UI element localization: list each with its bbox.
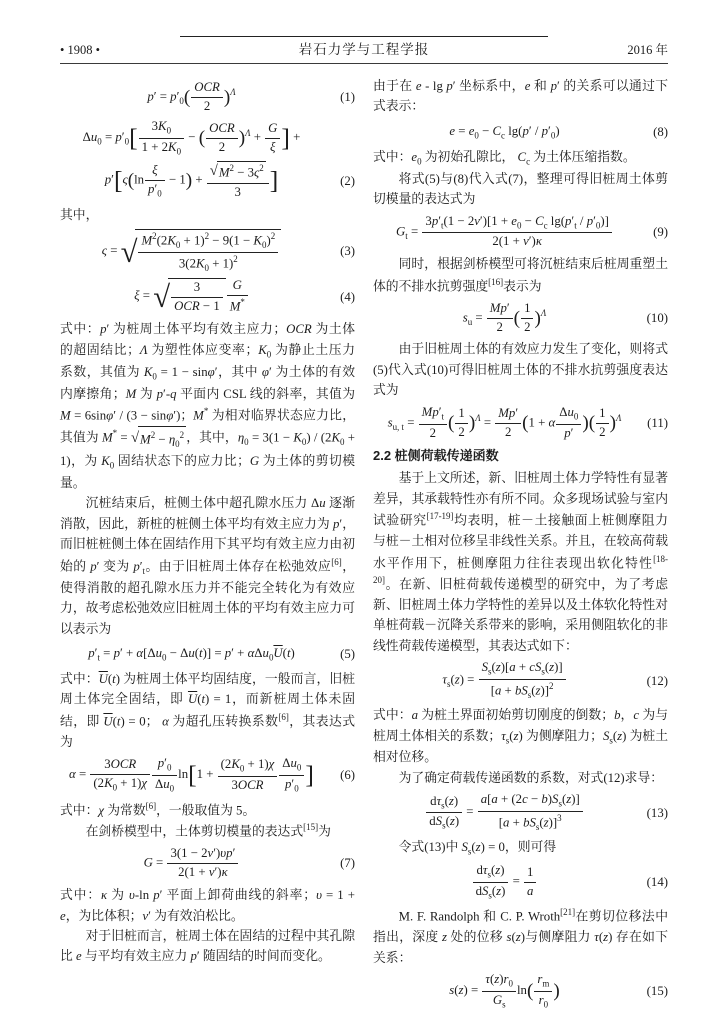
equation-8-body: $e = e_0 - C_c$ $\lg(p' / p'_0)$ [449,123,560,141]
equation-4-number: (4) [340,289,355,304]
equation-3 [60,229,355,274]
paragraph-symbol-definitions-2: 式中：$\overline{U}(t)$ 为桩周土体平均固结度，一般而言，旧桩周土体完全固结，即 $\overline{U}(t) = 1$，而新桩周土体未固结，即 $\overline{U}(t) = 0$； α 为超孔压转换系数[6]，其表达式为 [60,672,356,749]
equation-4 [60,278,355,315]
right-column [373,76,668,1015]
paragraph-symbol-definitions-4: 式中：$e_0$ 为初始孔隙比， $C_c$ 为土体压缩指数。 [373,149,636,167]
equation-2-line-2 [60,161,355,200]
equation-6 [60,756,355,794]
equation-11 [373,405,668,442]
equation-12-number: (12) [646,673,668,688]
equation-5-number: (5) [340,646,355,661]
paragraph-let-ss-zero: 令式(13)中 $S_s(z) = 0$，则可得 [398,840,557,857]
equation-12 [373,660,668,701]
equation-15-body: s(z) = $\frac{\tau(z)r_0}{G_s}$ ln( $\frac{r_m}{r_0}$ ) [449,972,560,1010]
equation-1-number: (1) [340,90,355,105]
equation-9-number: (9) [653,224,668,239]
equation-2-line-1 [60,119,355,157]
equation-5 [60,643,355,665]
equation-2-number: (2) [340,173,355,188]
equation-9-body: $G_t$ = $\frac{3p'_t(1 - 2v')[1 + e_0 - C_c \lg(p'_t / p'_0)]}{2(1 + v')\kappa}$ [373,214,636,251]
publication-year: 2016 年 [627,43,668,57]
equation-6-number: (6) [340,768,355,783]
equation-14-body: $d\tau_s(z)$ $dS_s(z)$ = $\frac{1}{a}$ [373,863,636,901]
paragraph-cam-clay-model: 在剑桥模型中，土体剪切模量的表达式[15]为 [85,822,331,839]
equation-1 [60,80,355,115]
equation-10-number: (10) [646,310,668,325]
two-column-body [60,76,668,1015]
paragraph-chi-constant: 式中：χ 为常数[6]，一般取值为 5。 [60,800,256,817]
equation-15 [373,972,668,1010]
equation-13-body: $d\tau_s(z)$ $dS_s(z)$ = $a[a + (2c - b)S_s(z)]$ $[a + bS_s(z)]^3$ [373,792,636,833]
equation-15-number: (15) [646,984,668,999]
equation-3-number: (3) [340,244,355,259]
equation-5-body: $p'_t = p' + \alpha[\Delta u_0 - \Delta u(t)] = p' + \alpha\Delta u_0\overline{U}(t)$ [88,646,295,663]
equation-2-line-1-body: $\Delta u_0 = p'_0$[ $\frac{3K_0}{1 + 2K_0}$ − ( OCR 2 )$^\Lambda$ + $\frac{G}{\xi}$ ] + [82,118,301,157]
journal-title: 岩石力学与工程学报 [180,36,548,58]
paragraph-e-lgp-relation: 由于在 e - lg p′ 坐标系中，e 和 p′ 的关系可以通过下式表示： [373,79,669,114]
paragraph-undrained-strength: 同时，根据剑桥模型可将沉桩结束后桩周重塑土体的不排水抗剪强度[16]表示为 [373,257,668,294]
equation-14-number: (14) [646,875,668,890]
equation-7 [60,846,355,881]
equation-6-body: α = 3OCR $(2K_0 + 1)\chi$ $\frac{p'_0}{\Delta u_0}$ ln[1 + $(2K_0 + 1)\chi$ 3OCR $\frac{\Delta u_0}{p'_0}$ ] [69,756,314,794]
equation-10 [373,301,668,336]
paragraph-derive-coefficients: 为了确定荷载传递函数的系数，对式(12)求导： [398,770,664,785]
equation-13 [373,792,668,833]
paragraph-symbol-definitions-5: 式中：a 为桩土界面初始剪切刚度的倒数；b，c 为与桩周土体相关的系数；$\tau_s(z)$ 为侧摩阻力；$S_s(z)$ 为桩土相对位移。 [373,708,669,765]
paragraph-load-transfer-intro: 基于上文所述，新、旧桩周土体力学特性有显著差异，其承载特性亦有所不同。众多现场试验与室内试验研究[17-19]均表明，桩－土接触面上桩侧摩阻力与桩－土相对位移呈非线性关系。并且，在较高荷载水平作用下，桩侧摩阻力往往表现出软化特性[18-20]。在新、旧桩荷载传递模型的研究中，为了考虑新、旧桩周土体力学特性的差异以及土体软化特性对单桩荷载－沉降关系带来的影响，采用侧阻软化的非线性荷载传递模型，其表达式如下： [373,471,669,653]
equation-1-body: $p' = p'_0$( OCR 2 )$^\Lambda$ [147,80,236,113]
equation-13-number: (13) [646,805,668,820]
equation-2-line-2-body: p′[ς(ln $\frac{\xi}{p'_0}$ − 1) + √ $M^2 - 3\varsigma^2$ 3 ] [104,162,279,199]
paragraph-old-pile: 对于旧桩而言，桩周土体在固结的过程中其孔隙比 e 与平均有效主应力 p′ 随固结的时间而变化。 [60,929,355,964]
equation-3-body: ς = √ $\frac{M^2(2K_0 + 1)^2 - 9(1 - K_0)^2}{3(2K_0 + 1)^2}$ [60,229,323,274]
paragraph-among-which: 其中， [60,207,99,222]
equation-11-number: (11) [647,416,668,431]
paragraph-after-pile-driving: 沉桩结束后，桩侧土体中超孔隙水压力 Δu 逐渐消散，因此，新桩的桩侧土体平均有效主应力为 p′，而旧桩桩侧土体在固结作用下其平均有效主应力由初始的 p′ 变为 $p'_t$。由于旧桩周土体存在松弛效应[6]，使得消散的超孔隙水压力并不能完全转化为有效应力，故考虑松弛效应旧桩周土体的平均有效主应力可以表示为 [60,496,356,636]
equation-8 [373,121,668,143]
equation-12-body: $\tau_s(z)$ = $S_s(z)[a + cS_s(z)]$ $[a + bS_s(z)]^2$ [373,660,636,701]
section-heading-2-2: 2.2 桩侧荷载传递函数 [373,447,499,463]
equation-9 [373,214,668,251]
page-number: • 1908 • [60,43,101,57]
equation-10-body: $s_u$ = $\frac{Mp'}{2}$ ( $\frac{1}{2}$ )$^\Lambda$ [462,300,547,334]
running-header [60,36,668,64]
paragraph-substitute-5-8: 将式(5)与(8)代入式(7)，整理可得旧桩周土体剪切模量的表达式为 [373,171,668,207]
left-column [60,76,355,1015]
paragraph-randolph-wroth: M. F. Randolph 和 C. P. Wroth[21]在剪切位移法中指出，深度 z 处的位移 s(z)与侧摩阻力 τ(z) 存在如下关系： [373,907,669,965]
equation-14 [373,863,668,901]
paragraph-symbol-definitions-3: 式中：κ 为 υ-ln p′ 平面上卸荷曲线的斜率；υ = 1 + e，为比体积；v′ 为有效泊松比。 [60,888,356,923]
equation-7-body: G = $\frac{3(1 - 2v')\upsilon p'}{2(1 + v')\kappa}$ [60,846,323,881]
equation-11-body: $s_{u, t}$ = $\frac{Mp'_t}{2}$ ( $\frac{1}{2}$ )$^\Lambda$ = $\frac{Mp'}{2}$ (1 + α $\frac{\Delta u_0}{p'}$ )( $\frac{1}{2}$ )$^\Lambda$ [387,404,622,440]
equation-8-number: (8) [653,124,668,139]
paragraph-effective-stress-change: 由于旧桩周土体的有效应力发生了变化，则将式(5)代入式(10)可得旧桩周土体的不排水抗剪强度表达式为 [373,342,668,398]
equation-7-number: (7) [340,856,355,871]
equation-4-body: ξ = √ 3 OCR − 1 $\frac{G}{M^*}$ [60,278,323,315]
paragraph-symbol-definitions-1: 式中：p′ 为桩周土体平均有效主应力；OCR 为土体的超固结比；Λ 为塑性体应变率；$K_0$ 为静止土压力系数，其值为 $K_0 = 1 - \sin\varphi'$，其中 φ′ 为土体的有效内摩擦角；M 为 p′-q 平面内 CSL 线的斜率，其值为 M = 6sinφ′ / (3 − sinφ′)；M* 为相对临界状态应力比，其值为 M* = √ $M^2 - \eta_0^2$ ，其中，$\eta_0 = 3(1 - K_0) / (2K_0 + 1)$，为 $K_0$ 固结状态下的应力比；G 为土体的剪切模量。 [60,322,356,490]
